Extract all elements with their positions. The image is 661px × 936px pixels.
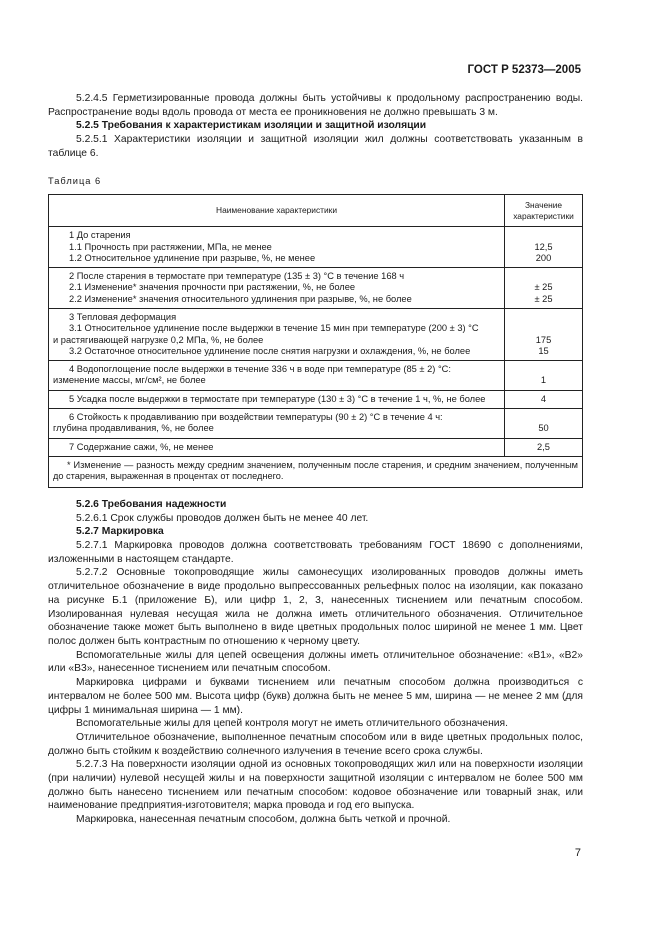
table-row [49, 390, 583, 408]
cell-line: 7 Содержание сажи, %, не менее [69, 441, 214, 452]
paragraph-marking-quality: Маркировка, нанесенная печатным способом, должна быть четкой и прочной. [76, 814, 451, 826]
table-footnote: * Изменение — разность между средним значением, полученным после старения, и средним значением, полученным до старения, выраженная в процентах от последнего. [49, 456, 583, 487]
paragraph-5-2-4-5: 5.2.4.5 Герметизированные провода должны быть устойчивы к продольному распространению воды. Распространение воды вдоль провода от места ее проникновения не должно превышать 3 м. [48, 93, 583, 118]
paragraph-5-2-5-1: 5.2.5.1 Характеристики изоляции и защитной изоляции жил должны соответствовать указанным в таблице 6. [48, 134, 583, 159]
heading-5-2-7: 5.2.7 Маркировка [76, 526, 164, 538]
cell-value: 12,5 [534, 241, 553, 252]
cell-line: изменение массы, мг/см², не более [53, 375, 206, 386]
cell-value [507, 312, 580, 323]
table-note-row [49, 456, 583, 487]
table-header-row [49, 195, 583, 227]
cell-value: 2,5 [537, 441, 550, 452]
cell-line: 3 Тепловая деформация [69, 312, 177, 322]
cell-line: 1 До старения [69, 230, 131, 241]
cell-value [507, 271, 580, 282]
cell-value: 15 [538, 345, 549, 356]
table-row [49, 309, 583, 361]
column-header-name: Наименование характеристики [49, 195, 505, 227]
heading-5-2-6: 5.2.6 Требования надежности [76, 498, 227, 510]
cell-line: глубина продавливания, %, не более [53, 423, 214, 434]
page-content [48, 92, 583, 827]
paragraph-control-cores: Вспомогательные жилы для цепей контроля могут не иметь отличительного обозначения. [76, 718, 508, 730]
cell-value [507, 230, 580, 241]
paragraph-distinctive-marking: Отличительное обозначение, выполненное печатным способом или в виде цветных продольных полос, должно быть стойким к воздействию солнечного излучения в течение всего срока службы. [48, 731, 583, 757]
cell-line: 5 Усадка после выдержки в термостате при температуре (130 ± 3) °С в течение 1 ч, %, не более [69, 393, 486, 404]
table-6 [48, 194, 583, 488]
cell-value [507, 412, 580, 423]
cell-value: ± 25 [534, 282, 553, 293]
cell-line: 4 Водопоглощение после выдержки в течение 336 ч в воде при температуре (85 ± 2) °С: [69, 364, 451, 375]
cell-value: 175 [535, 334, 552, 345]
paragraph-5-2-7-1: 5.2.7.1 Маркировка проводов должна соответствовать требованиям ГОСТ 18690 с дополнениями, изложенными в настоящем стандарте. [48, 540, 583, 565]
table-row [49, 227, 583, 268]
cell-value: 4 [540, 393, 547, 404]
cell-value: ± 25 [534, 293, 553, 304]
table-row [49, 409, 583, 439]
cell-line: 1.1 Прочность при растяжении, МПа, не менее [69, 241, 272, 252]
table-row [49, 268, 583, 309]
cell-line: 3.1 Относительное удлинение после выдержки в течение 15 мин при температуре (200 ± 3) °С [69, 323, 479, 334]
table-row [49, 361, 583, 391]
cell-line: 6 Стойкость к продавливанию при воздействии температуры (90 ± 2) °С в течение 4 ч: [69, 412, 443, 423]
table-row [49, 438, 583, 456]
cell-value: 200 [535, 252, 552, 263]
table-caption: Таблица 6 [48, 175, 102, 186]
cell-line: 2 После старения в термостате при температуре (135 ± 3) °С в течение 168 ч [69, 271, 405, 282]
column-header-value: Значение характеристики [505, 195, 583, 227]
cell-value: 50 [538, 423, 549, 434]
heading-5-2-5: 5.2.5 Требования к характеристикам изоляции и защитной изоляции [76, 120, 427, 132]
paragraph-auxiliary-cores: Вспомогательные жилы для цепей освещения должны иметь отличительное обозначение: «В1», «В2» или «В3», нанесенное тиснением или печатным способом. [48, 649, 583, 675]
page-number: 7 [574, 847, 581, 859]
cell-line: и растягивающей нагрузке 0,2 МПа, %, не более [53, 334, 264, 345]
paragraph-marking-interval: Маркировка цифрами и буквами тиснением или печатным способом должна производиться с интервалом не более 500 мм. Высота цифр (букв) должна быть не менее 5 мм, ширина — не менее 2 мм (для цифры 1 минимальная ширина — 1 мм). [48, 677, 583, 716]
document-header: ГОСТ Р 52373—2005 [467, 64, 581, 76]
paragraph-5-2-6-1: 5.2.6.1 Срок службы проводов должен быть не менее 40 лет. [76, 512, 369, 524]
paragraph-5-2-7-2: 5.2.7.2 Основные токопроводящие жилы самонесущих изолированных проводов должны иметь отличительное обозначение в виде продольно выпрессованных рельефных полос на изоляции, как показано на рисунке Б.1 (приложение Б), или цифр 1, 2, 3, нанесенных тиснением или печатным способом. Изолированная нулевая несущая жила не должна иметь отличительного обозначения. Отличительное обозначение также может быть выполнено в виде цветных продольных полос шириной не менее 1 мм. Цвет полос должен быть контрастным по отношению к черному цвету. [48, 567, 583, 647]
cell-value [507, 364, 580, 375]
cell-line: 3.2 Остаточное относительное удлинение после снятия нагрузки и охлаждения, %, не более [69, 345, 471, 356]
cell-line: 1.2 Относительное удлинение при разрыве, %, не менее [69, 252, 316, 263]
cell-line: 2.1 Изменение* значения прочности при растяжении, %, не более [69, 282, 356, 293]
cell-value: 1 [540, 375, 547, 386]
cell-line: 2.2 Изменение* значения относительного удлинения при разрыве, %, не более [69, 293, 412, 304]
cell-value [507, 323, 580, 334]
paragraph-5-2-7-3: 5.2.7.3 На поверхности изоляции одной из основных токопроводящих жил или на поверхности изоляции (при наличии) нулевой несущей жилы и на поверхности защитной изоляции с интервалом не более 500 мм должно быть нанесено тиснением или печатным способом: кодовое обозначение или товарный знак, или наименование предприятия-изготовителя; марка провода и год его выпуска. [48, 759, 583, 812]
